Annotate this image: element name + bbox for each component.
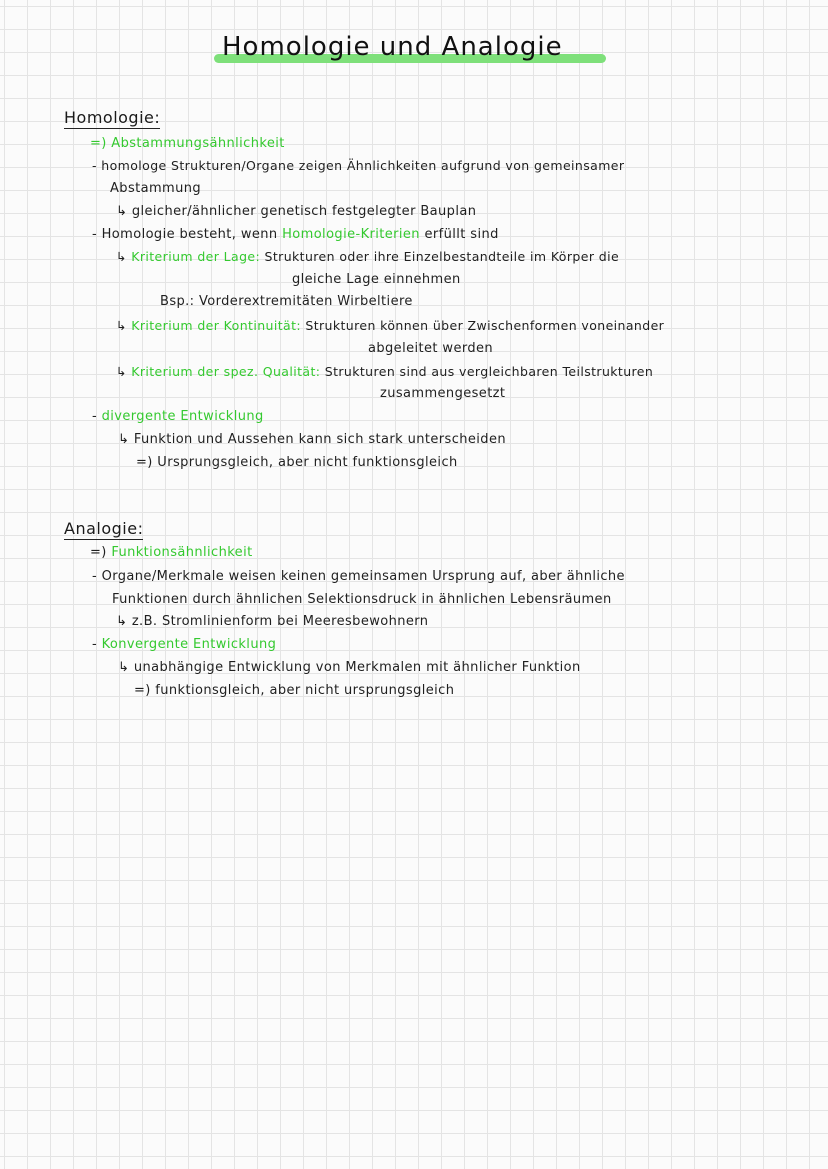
homologie-line-4: ↳ gleicher/ähnlicher genetisch festgelegter Bauplan <box>116 204 477 219</box>
homologie-line-3: Abstammung <box>110 181 202 196</box>
divergente-term: divergente Entwicklung <box>101 409 264 424</box>
kriterium-kontinuitaet-cont: abgeleitet werden <box>368 341 494 356</box>
kriterium-lage-term: Kriterium der Lage: <box>131 249 261 264</box>
homologie-line-2: - homologe Strukturen/Organe zeigen Ähnlichkeiten aufgrund von gemeinsamer <box>92 158 625 173</box>
konvergente-term: Konvergente Entwicklung <box>101 637 277 652</box>
kriterium-qualitaet-cont: zusammengesetzt <box>380 386 506 401</box>
kriterium-qualitaet-text: Strukturen sind aus vergleichbaren Teilstrukturen <box>324 364 654 379</box>
implies-symbol: =) <box>90 545 107 560</box>
bullet-dash: - <box>92 637 98 652</box>
analogie-definition <box>90 544 253 562</box>
divergente-line <box>92 408 264 426</box>
analogie-heading: Analogie: <box>64 519 144 538</box>
arrow-icon: ↳ <box>116 364 127 379</box>
divergente-detail: ↳ Funktion und Aussehen kann sich stark unterscheiden <box>118 432 506 447</box>
funktionsaehnlichkeit-term: Funktionsähnlichkeit <box>111 545 253 560</box>
kriterium-lage-cont: gleiche Lage einnehmen <box>292 272 461 287</box>
kriterium-kontinuitaet-term: Kriterium der Kontinuität: <box>131 318 301 333</box>
divergente-conclusion: =) Ursprungsgleich, aber nicht funktionsgleich <box>136 455 458 470</box>
arrow-icon: ↳ <box>116 318 127 333</box>
kriterium-kontinuitaet-line <box>116 317 664 335</box>
homologie-line-5-start: - Homologie besteht, wenn <box>92 227 278 242</box>
kriterium-lage-line <box>116 248 619 266</box>
konvergente-conclusion: =) funktionsgleich, aber nicht ursprungsgleich <box>134 683 455 698</box>
kriterium-lage-text: Strukturen oder ihre Einzelbestandteile im Körper die <box>264 249 620 264</box>
bullet-dash: - <box>92 409 98 424</box>
analogie-line-2: - Organe/Merkmale weisen keinen gemeinsamen Ursprung auf, aber ähnliche <box>92 569 625 584</box>
kriterium-lage-example: Bsp.: Vorderextremitäten Wirbeltiere <box>160 294 413 309</box>
konvergente-line <box>92 636 276 654</box>
homologie-definition: =) Abstammungsähnlichkeit <box>90 136 285 151</box>
homologie-line-5 <box>92 226 499 244</box>
arrow-icon: ↳ <box>116 249 127 264</box>
analogie-example: ↳ z.B. Stromlinienform bei Meeresbewohnern <box>116 614 429 629</box>
homologie-line-5-end: erfüllt sind <box>424 227 499 242</box>
kriterium-qualitaet-line <box>116 363 653 381</box>
kriterium-qualitaet-term: Kriterium der spez. Qualität: <box>131 364 321 379</box>
kriterium-kontinuitaet-text: Strukturen können über Zwischenformen voneinander <box>305 318 665 333</box>
homologie-heading: Homologie: <box>64 108 161 127</box>
analogie-line-3: Funktionen durch ähnlichen Selektionsdruck in ähnlichen Lebensräumen <box>112 592 612 607</box>
konvergente-detail: ↳ unabhängige Entwicklung von Merkmalen mit ähnlicher Funktion <box>118 660 581 675</box>
page-title: Homologie und Analogie <box>222 32 563 62</box>
homologie-kriterien-term: Homologie-Kriterien <box>282 227 420 242</box>
